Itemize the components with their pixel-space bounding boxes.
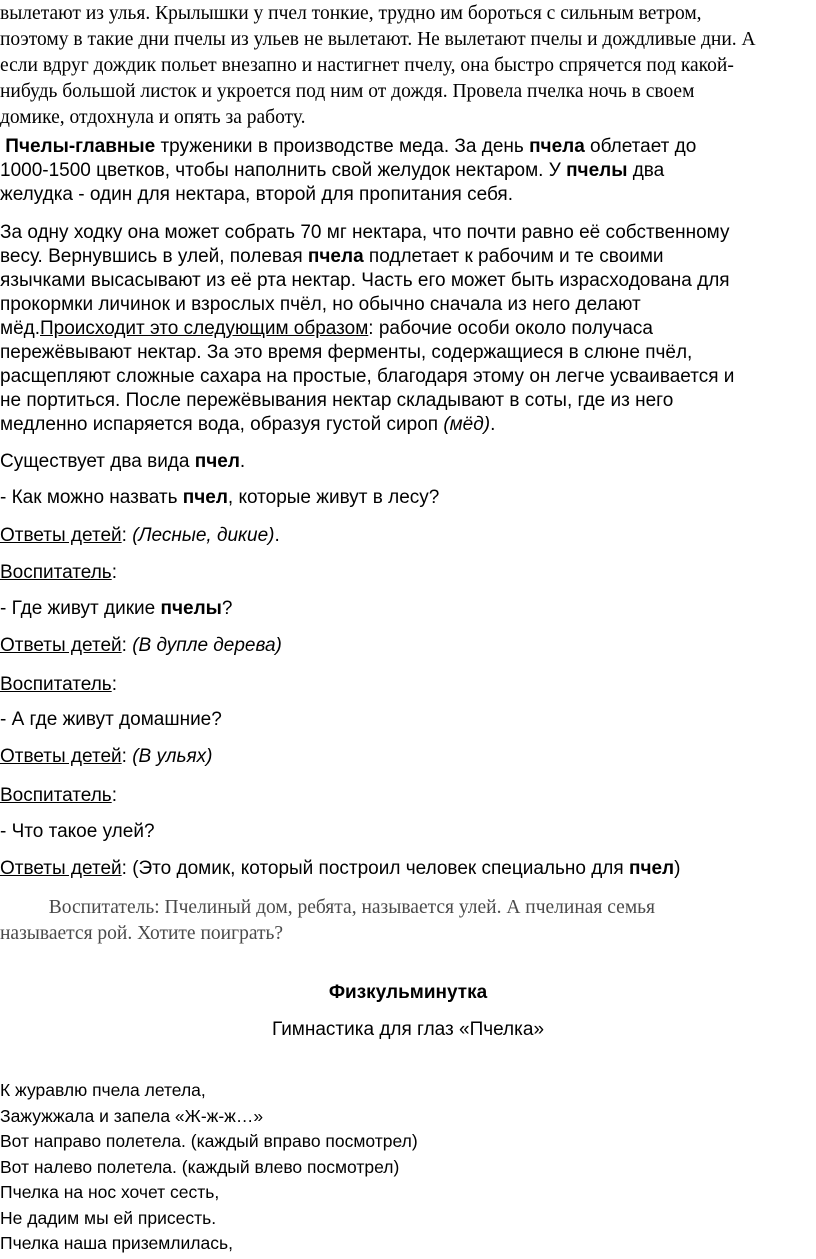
paragraph — [0, 1, 816, 131]
text: домике, отдохнула и опять за работу. — [0, 107, 306, 128]
bold-text: пчела — [307, 246, 364, 267]
text-line — [0, 159, 816, 183]
text-line — [0, 1018, 816, 1042]
underlined-text: Ответы детей — [0, 746, 122, 767]
underlined-text: Воспитатель — [0, 674, 112, 695]
italic-text: (Лесные, дикие) — [132, 525, 275, 546]
text-line — [0, 708, 816, 732]
text: желудка - один для нектара, второй для пропитания себя. — [0, 184, 513, 205]
text: . — [490, 414, 496, 435]
paragraph — [0, 981, 816, 1005]
paragraph — [0, 135, 816, 207]
paragraph — [0, 745, 816, 769]
text-line — [0, 857, 816, 881]
paragraph — [0, 820, 816, 844]
text: Пчелка на нос хочет сесть, — [0, 1182, 220, 1202]
text-line — [0, 820, 816, 844]
text-line — [0, 673, 816, 697]
text: труженики в производстве меда. За день — [155, 136, 530, 157]
text: - Как можно назвать — [0, 487, 183, 508]
text-line — [0, 895, 816, 921]
bold-text: пчел — [628, 858, 675, 879]
text-line — [0, 450, 816, 474]
text-line — [0, 365, 816, 389]
text: называется рой. Хотите поиграть? — [0, 923, 284, 944]
bold-text: пчела — [529, 136, 585, 157]
text: За одну ходку она может собрать 70 мг нектара, что почти равно её собственному — [0, 222, 730, 243]
text: подлетает к рабочим и те своими — [363, 246, 664, 267]
text-line — [0, 79, 816, 105]
paragraph — [0, 1078, 816, 1257]
text: Не дадим мы ей присесть. — [0, 1207, 217, 1228]
text: : — [111, 785, 117, 806]
bold-text: пчелы — [160, 598, 222, 619]
text: мёд. — [0, 318, 40, 339]
text: вылетают из улья. Крылышки у пчел тонкие, трудно им бороться с сильным ветром, — [0, 3, 702, 24]
text-line — [0, 561, 816, 585]
text-line — [0, 389, 816, 413]
bold-text: пчелы — [566, 160, 628, 181]
text-line — [0, 53, 816, 79]
text: облетает до — [584, 136, 697, 157]
text-line — [0, 183, 816, 207]
bold-text: Физкульминутка — [328, 982, 488, 1003]
paragraph — [0, 1018, 816, 1042]
text-line — [0, 293, 816, 317]
text-line — [0, 1129, 816, 1155]
text: : рабочие особи около получаса — [368, 318, 653, 339]
text: К журавлю пчела летела, — [0, 1080, 206, 1100]
text: : — [121, 635, 133, 656]
italic-text: (В дупле дерева) — [132, 635, 282, 656]
paragraph — [0, 597, 816, 621]
paragraph — [0, 895, 816, 947]
text-line — [0, 341, 816, 365]
text-line — [0, 1, 816, 27]
paragraph — [0, 673, 816, 697]
text: - А где живут домашние? — [0, 709, 222, 730]
text: Существует два вида — [0, 451, 195, 472]
text: Пчелка наша приземлилась, — [0, 1233, 233, 1253]
text-line — [0, 1078, 816, 1104]
underlined-text: Ответы детей — [0, 858, 122, 879]
text-line — [0, 1231, 816, 1257]
text-line — [0, 981, 816, 1005]
paragraph — [0, 634, 816, 658]
text: : — [121, 746, 133, 767]
italic-text: (мёд) — [443, 414, 491, 435]
underlined-text: Воспитатель — [0, 562, 112, 583]
italic-text: (В ульях) — [132, 746, 213, 767]
bold-text: Пчелы-главные — [5, 136, 156, 157]
text-line — [0, 1155, 816, 1181]
text: . — [274, 525, 280, 546]
text-line — [0, 413, 816, 437]
text-line — [0, 634, 816, 658]
underlined-text: Воспитатель — [0, 785, 112, 806]
paragraph — [0, 708, 816, 732]
text: : — [111, 674, 117, 695]
text-line — [0, 1206, 816, 1232]
text: 1000-1500 цветков, чтобы наполнить свой желудок нектаром. У — [0, 160, 567, 181]
text-line — [0, 745, 816, 769]
text: расщепляют сложные сахара на простые, благодаря этому он легче усваивается и — [0, 366, 735, 387]
text: Воспитатель: Пчелиный дом, ребята, называется улей. А пчелиная семья — [0, 897, 656, 918]
text: пережёвывают нектар. За это время ферменты, содержащиеся в слюне пчёл, — [0, 342, 693, 363]
underlined-text: Происходит это следующим образом — [40, 318, 369, 339]
paragraph — [0, 221, 816, 437]
text: , которые живут в лесу? — [227, 487, 440, 508]
text-line — [0, 1104, 816, 1130]
text: не портиться. После пережёвывания нектар складывают в соты, где из него — [0, 390, 674, 411]
text: ? — [221, 598, 233, 619]
text: Зажужжала и запела «Ж-ж-ж…» — [0, 1105, 264, 1126]
text: : — [111, 562, 117, 583]
text: весу. Вернувшись в улей, полевая — [0, 246, 308, 267]
text-line — [0, 135, 816, 159]
text-line — [0, 921, 816, 947]
text: . — [239, 451, 246, 472]
paragraph — [0, 784, 816, 808]
paragraph — [0, 486, 816, 510]
text: язычками высасывают из её рта нектар. Часть его может быть израсходована для — [0, 270, 730, 291]
text-line — [0, 784, 816, 808]
text-line — [0, 1180, 816, 1206]
underlined-text: Ответы детей — [0, 525, 122, 546]
bold-text: пчел — [182, 487, 228, 508]
text-line — [0, 221, 816, 245]
text: поэтому в такие дни пчелы из ульев не вылетают. Не вылетают пчелы и дождливые дни. А — [0, 29, 756, 50]
text: Гимнастика для глаз «Пчелка» — [271, 1019, 545, 1040]
text: - Что такое улей? — [0, 821, 155, 842]
text-line — [0, 524, 816, 548]
paragraph — [0, 561, 816, 585]
text: - Где живут дикие — [0, 598, 161, 619]
text-line — [0, 317, 816, 341]
underlined-text: Ответы детей — [0, 635, 122, 656]
text-line — [0, 245, 816, 269]
paragraph — [0, 857, 816, 881]
text-line — [0, 597, 816, 621]
text-line — [0, 27, 816, 53]
text: прокормки личинок и взрослых пчёл, но обычно сначала из него делают — [0, 294, 641, 315]
text: два — [627, 160, 665, 181]
text: ) — [674, 858, 681, 879]
text-line — [0, 105, 816, 131]
text: : (Это домик, который построил человек специально для — [121, 858, 629, 879]
text: : — [121, 525, 133, 546]
text: медленно испаряется вода, образуя густой сироп — [0, 414, 444, 435]
bold-text: пчел — [194, 451, 240, 472]
text: если вдруг дождик польет внезапно и настигнет пчелу, она быстро спрячется под какой- — [0, 55, 734, 76]
text: Вот направо полетела. (каждый вправо посмотрел) — [0, 1131, 418, 1151]
text: Вот налево полетела. (каждый влево посмотрел) — [0, 1156, 400, 1177]
text: нибудь большой листок и укроется под ним от дождя. Провела пчелка ночь в своем — [0, 81, 695, 102]
paragraph — [0, 524, 816, 548]
paragraph — [0, 450, 816, 474]
text-line — [0, 486, 816, 510]
text-line — [0, 269, 816, 293]
